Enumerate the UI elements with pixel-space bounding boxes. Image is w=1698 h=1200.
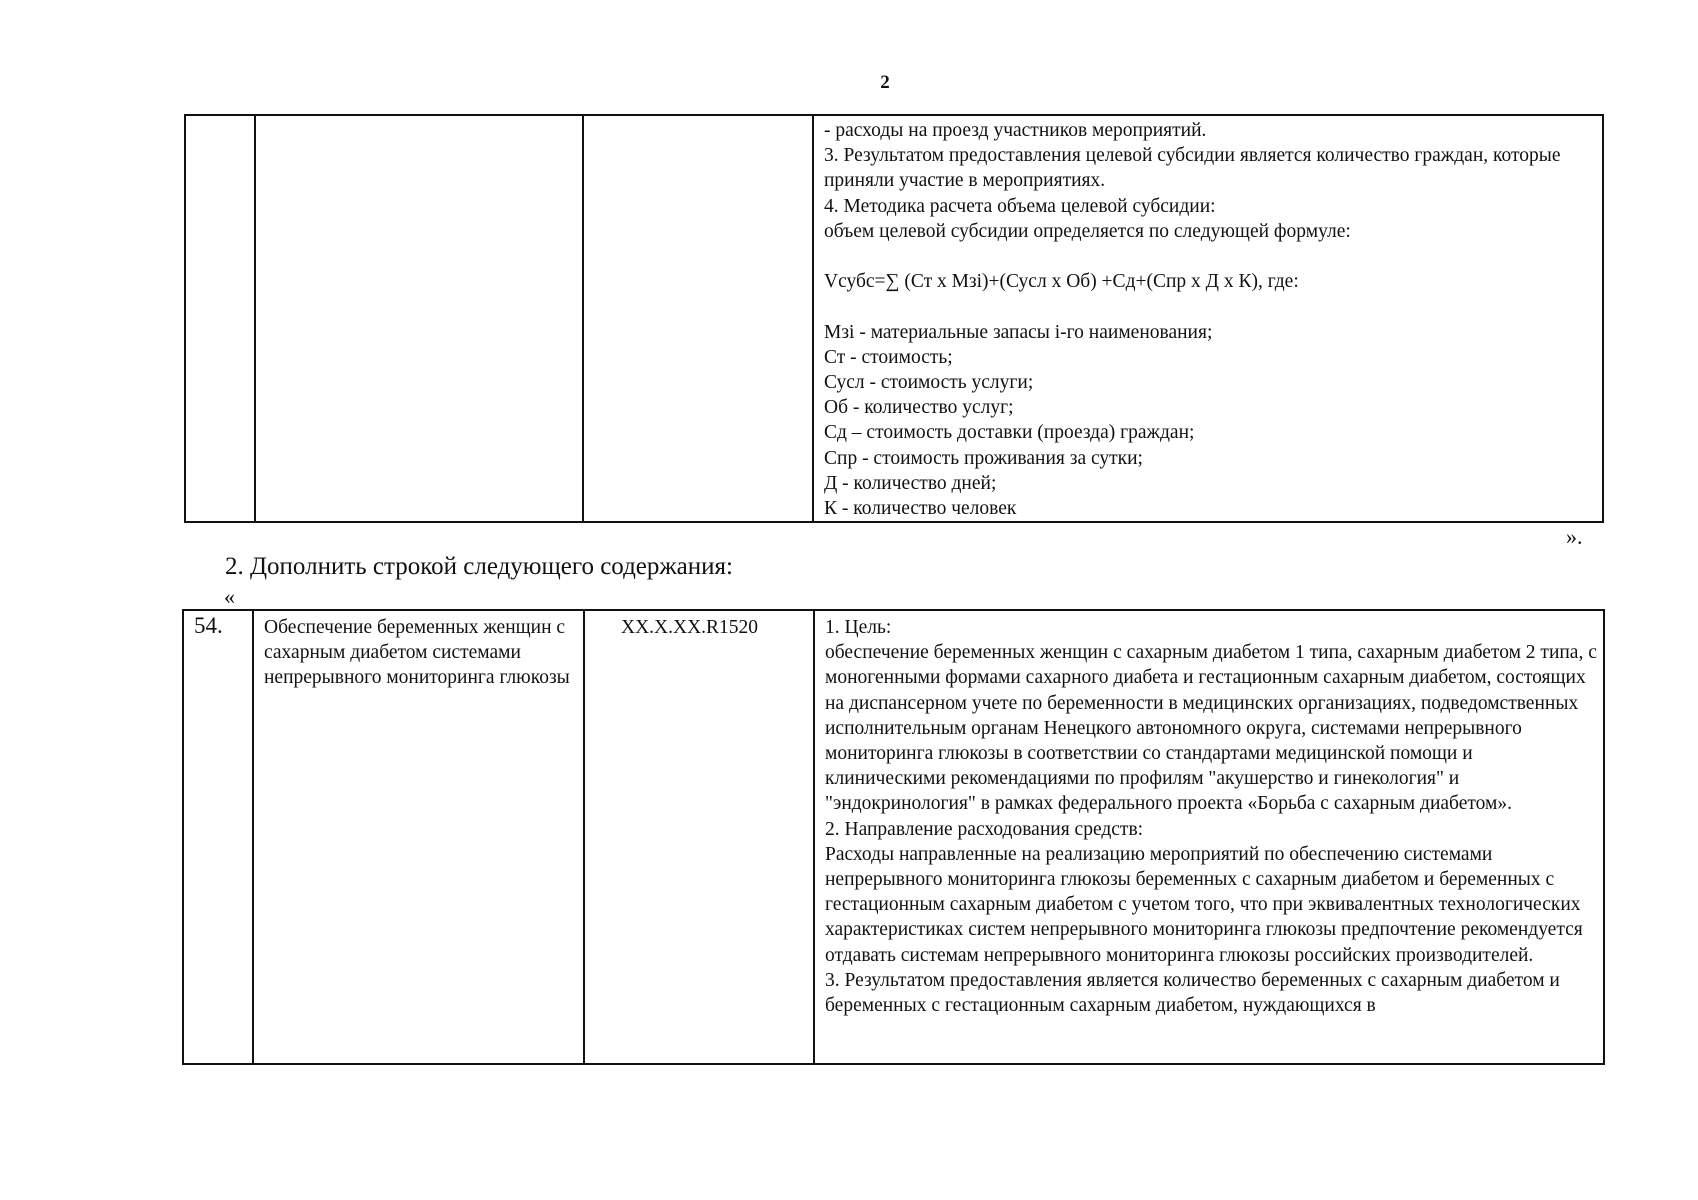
- table-row: [185, 115, 1603, 522]
- new-row-table: [182, 609, 1605, 1065]
- code-cell: [584, 610, 814, 1064]
- table-row: [183, 610, 1604, 1064]
- number-cell: [183, 610, 253, 1064]
- row-number: 54.: [194, 613, 223, 638]
- description-text: - расходы на проезд участников мероприятий. 3. Результатом предоставления целевой субсидии является количество граждан, которые приняли участие в мероприятиях. 4. Методика расчета объема целевой субсидии: объем целевой субсидии определяется по следующей формуле: Vсубс=∑ (Ст x Мзi)+(Сусл x Об) +Сд+(Спр x Д x К), где: Мзi - материальные запасы i-го наименования; Ст - стоимость; Сусл - стоимость услуги; Об - количество услуг; Сд – стоимость доставки (проезда) граждан; Спр - стоимость проживания за сутки; Д - количество дней; К - количество человек: [824, 120, 1561, 520]
- description-cell: [813, 115, 1603, 522]
- name-cell: [255, 115, 583, 522]
- opening-quote: «: [224, 584, 235, 609]
- page-number: 2: [880, 72, 890, 93]
- row-code: XX.X.XX.R1520: [621, 617, 759, 638]
- row-name: Обеспечение беременных женщин с сахарным диабетом системами непрерывного мониторинга глюкозы: [264, 617, 570, 689]
- instruction-text: 2. Дополнить строкой следующего содержания:: [225, 553, 733, 580]
- description-cell: [814, 610, 1604, 1064]
- code-cell: [583, 115, 813, 522]
- closing-quote: ».: [1566, 524, 1583, 549]
- continued-table: [184, 114, 1604, 523]
- name-cell: [253, 610, 584, 1064]
- description-text: 1. Цель: обеспечение беременных женщин с сахарным диабетом 1 типа, сахарным диабетом 2 типа, с моногенными формами сахарного диабета и гестационным сахарным диабетом, состоящих на диспансерном учете по беременности в медицинских организациях, подведомственных исполнительным органам Ненецкого автономного округа, системами непрерывного мониторинга глюкозы в соответствии со стандартами медицинской помощи и клиническими рекомендациями по профилям "акушерство и гинекология" и "эндокринология" в рамках федерального проекта «Борьба с сахарным диабетом». 2. Направление расходования средств: Расходы направленные на реализацию мероприятий по обеспечению системами непрерывного мониторинга глюкозы беременных с сахарным диабетом и беременных с гестационным сахарным диабетом с учетом того, что при эквивалентных технологических характеристиках систем непрерывного мониторинга глюкозы предпочтение рекомендуется отдавать системам непрерывного мониторинга глюкозы российских производителей. 3. Результатом предоставления является количество беременных с сахарным диабетом и беременных с гестационным сахарным диабетом, нуждающихся в: [825, 617, 1597, 1017]
- number-cell: [185, 115, 255, 522]
